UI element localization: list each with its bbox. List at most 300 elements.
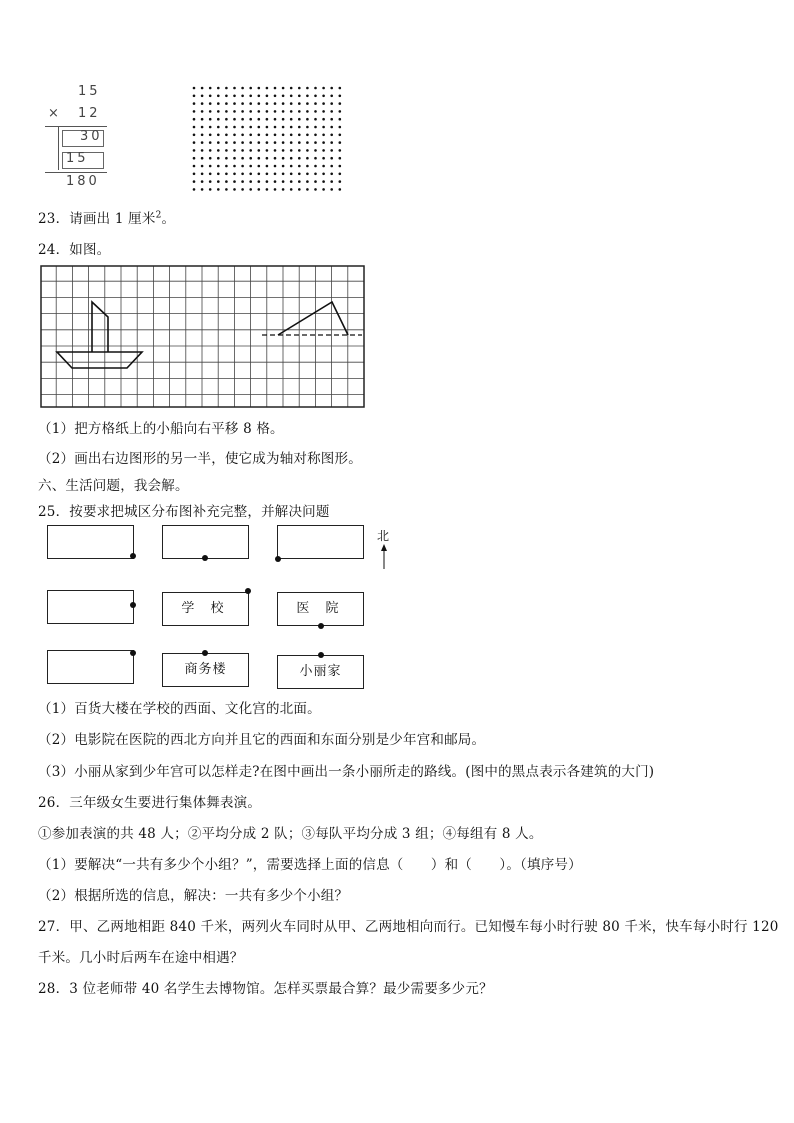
grid-dot	[266, 110, 269, 113]
grid-dot	[282, 180, 285, 183]
grid-dot	[193, 157, 196, 160]
grid-dot	[322, 134, 325, 137]
grid-dot	[241, 149, 244, 152]
grid-dot	[322, 188, 325, 191]
grid-dot	[233, 126, 236, 129]
grid-dot	[241, 157, 244, 160]
grid-dot	[298, 141, 301, 144]
square-grid-figure	[40, 265, 366, 409]
grid-dot	[266, 173, 269, 176]
gate-dot	[318, 623, 324, 629]
grid-dot	[225, 141, 228, 144]
grid-dot	[233, 87, 236, 90]
grid-dot	[249, 110, 252, 113]
grid-dot	[217, 118, 220, 121]
grid-dot	[314, 118, 317, 121]
grid-dot	[266, 141, 269, 144]
grid-dot	[258, 157, 261, 160]
grid-dot	[266, 188, 269, 191]
blank-building-2	[162, 525, 249, 559]
grid-dot	[209, 141, 212, 144]
grid-dot	[193, 126, 196, 129]
grid-dot	[339, 188, 342, 191]
grid-dot	[298, 95, 301, 98]
grid-dot	[290, 134, 293, 137]
grid-dot	[282, 126, 285, 129]
grid-dot	[225, 118, 228, 121]
question-26-info: ①参加表演的共 48 人；②平均分成 2 队；③每队平均分成 3 组；④每组有 8 人。	[38, 826, 543, 842]
grid-dot	[274, 149, 277, 152]
grid-dot	[330, 87, 333, 90]
grid-dot	[322, 102, 325, 105]
grid-dot	[322, 173, 325, 176]
grid-dot	[233, 141, 236, 144]
grid-dot	[290, 180, 293, 183]
grid-dot	[298, 110, 301, 113]
grid-dot	[298, 180, 301, 183]
grid-dot	[225, 188, 228, 191]
grid-dot	[274, 126, 277, 129]
grid-dot	[258, 102, 261, 105]
grid-dot	[201, 141, 204, 144]
grid-dot	[201, 173, 204, 176]
grid-dot	[209, 180, 212, 183]
grid-dot	[201, 110, 204, 113]
grid-dot	[306, 173, 309, 176]
grid-dot	[339, 165, 342, 168]
grid-dot	[201, 165, 204, 168]
grid-dot	[330, 102, 333, 105]
grid-dot	[339, 134, 342, 137]
rule-line	[45, 126, 107, 127]
grid-dot	[258, 180, 261, 183]
grid-dot	[241, 95, 244, 98]
gate-dot	[130, 650, 136, 656]
grid-dot	[225, 173, 228, 176]
grid-dot	[274, 173, 277, 176]
grid-dot	[225, 149, 228, 152]
boat-shape	[57, 302, 142, 368]
question-25-part-3: （3）小丽从家到少年宫可以怎样走?在图中画出一条小丽所走的路线。(图中的黑点表示各建筑的大门)	[38, 764, 655, 780]
grid-dot	[282, 141, 285, 144]
grid-dot	[249, 87, 252, 90]
grid-dot	[322, 157, 325, 160]
grid-dot	[209, 95, 212, 98]
grid-dot	[266, 157, 269, 160]
grid-dot	[314, 188, 317, 191]
grid-dot	[274, 165, 277, 168]
grid-dot	[339, 173, 342, 176]
grid-dot	[209, 165, 212, 168]
grid-dot	[209, 102, 212, 105]
grid-dot	[290, 95, 293, 98]
gate-dot	[318, 652, 324, 658]
grid-dot	[339, 141, 342, 144]
grid-dot	[201, 126, 204, 129]
grid-dot	[298, 157, 301, 160]
grid-dot	[217, 173, 220, 176]
grid-dot	[209, 149, 212, 152]
grid-dot	[193, 141, 196, 144]
grid-dot	[201, 134, 204, 137]
grid-dot	[274, 102, 277, 105]
grid-dot	[290, 141, 293, 144]
grid-dot	[217, 149, 220, 152]
grid-dot	[339, 110, 342, 113]
bracket-line	[58, 126, 59, 170]
grid-dot	[266, 87, 269, 90]
grid-dot	[298, 188, 301, 191]
grid-dot	[233, 110, 236, 113]
grid-dot	[193, 87, 196, 90]
grid-dot	[201, 87, 204, 90]
grid-dot	[314, 95, 317, 98]
grid-dot	[249, 126, 252, 129]
grid-dot	[225, 180, 228, 183]
grid-dot	[298, 134, 301, 137]
question-24-part-1: （1）把方格纸上的小船向右平移 8 格。	[38, 421, 284, 437]
grid-dot	[282, 110, 285, 113]
grid-dot	[290, 110, 293, 113]
grid-dot	[258, 173, 261, 176]
grid-dot	[217, 134, 220, 137]
grid-dot	[339, 180, 342, 183]
grid-dot	[298, 165, 301, 168]
grid-dot	[217, 165, 220, 168]
gate-dot	[202, 555, 208, 561]
multiply-sign: ×	[48, 106, 62, 121]
grid-dot	[298, 126, 301, 129]
grid-dot	[314, 134, 317, 137]
grid-dot	[266, 134, 269, 137]
grid-dot	[209, 173, 212, 176]
grid-dot	[225, 102, 228, 105]
grid-dot	[330, 157, 333, 160]
grid-dot	[322, 149, 325, 152]
grid-dot	[193, 180, 196, 183]
grid-dot	[217, 188, 220, 191]
grid-dot	[314, 165, 317, 168]
grid-dot	[241, 141, 244, 144]
grid-dot	[330, 118, 333, 121]
grid-dot	[339, 118, 342, 121]
grid-dot	[225, 110, 228, 113]
grid-dot	[233, 173, 236, 176]
grid-dot	[258, 110, 261, 113]
question-24-part-2: （2）画出右边图形的另一半，使它成为轴对称图形。	[38, 451, 362, 467]
grid-dot	[233, 149, 236, 152]
grid-dot	[306, 157, 309, 160]
grid-dot	[217, 110, 220, 113]
grid-dot	[233, 157, 236, 160]
grid-dot	[314, 157, 317, 160]
grid-dot	[322, 95, 325, 98]
grid-dot	[233, 118, 236, 121]
grid-dot	[314, 102, 317, 105]
grid-dot	[339, 102, 342, 105]
grid-dot	[290, 126, 293, 129]
section-6-heading: 六、生活问题，我会解。	[38, 478, 189, 494]
grid-dot	[241, 165, 244, 168]
grid-dot	[241, 134, 244, 137]
city-map	[40, 522, 395, 690]
grid-dot	[217, 180, 220, 183]
grid-dot	[339, 157, 342, 160]
grid-dot	[258, 118, 261, 121]
grid-dot	[330, 173, 333, 176]
q23-sup: 2	[155, 210, 162, 221]
grid-dot	[209, 118, 212, 121]
gate-dot	[275, 556, 281, 562]
grid-dot	[249, 165, 252, 168]
grid-dot	[306, 126, 309, 129]
grid-dot	[339, 149, 342, 152]
question-25-part-1: （1）百货大楼在学校的西面、文化宫的北面。	[38, 701, 321, 717]
grid-dot	[290, 165, 293, 168]
product-result: 180	[66, 174, 100, 189]
grid-dot	[290, 87, 293, 90]
grid-dot	[258, 165, 261, 168]
grid-dot	[249, 118, 252, 121]
grid-dot	[201, 149, 204, 152]
grid-dot	[314, 110, 317, 113]
grid-dot	[282, 102, 285, 105]
grid-dot	[249, 188, 252, 191]
grid-dot	[241, 110, 244, 113]
gate-dot	[130, 602, 136, 608]
grid-dot	[298, 173, 301, 176]
grid-dot	[274, 188, 277, 191]
grid-dot	[193, 149, 196, 152]
grid-dot	[258, 95, 261, 98]
grid-dot	[282, 149, 285, 152]
grid-dot	[306, 149, 309, 152]
grid-dot	[330, 149, 333, 152]
multiplication-vertical-form	[40, 84, 110, 194]
grid-dot	[290, 102, 293, 105]
grid-dot	[322, 110, 325, 113]
grid-dot	[266, 180, 269, 183]
grid-dot	[217, 95, 220, 98]
grid-dot	[306, 102, 309, 105]
grid-dot	[306, 110, 309, 113]
building-school: 学 校	[162, 592, 249, 626]
grid-dot	[282, 157, 285, 160]
grid-dot	[193, 134, 196, 137]
grid-dot	[274, 157, 277, 160]
operand-1: 15	[78, 84, 101, 99]
grid-dot	[217, 102, 220, 105]
grid-dot	[209, 134, 212, 137]
question-25-title: 25．按要求把城区分布图补充完整，并解决问题	[38, 504, 330, 520]
grid-dot	[330, 95, 333, 98]
grid-dot	[314, 126, 317, 129]
grid-dot	[290, 118, 293, 121]
grid-dot	[266, 102, 269, 105]
blank-building-3	[277, 525, 364, 559]
grid-dot	[225, 87, 228, 90]
gate-dot	[130, 553, 136, 559]
grid-dot	[225, 126, 228, 129]
grid-dot	[298, 87, 301, 90]
grid-dot	[314, 87, 317, 90]
grid-dot	[258, 188, 261, 191]
grid-dot	[266, 95, 269, 98]
grid-dot	[193, 110, 196, 113]
building-commerce: 商务楼	[162, 653, 249, 687]
grid-dot	[193, 102, 196, 105]
grid-dot	[193, 173, 196, 176]
question-26-part-2: （2）根据所选的信息，解决：一共有多少个小组？	[38, 888, 349, 904]
operand-2: 12	[78, 106, 101, 121]
grid-dot	[314, 141, 317, 144]
grid-dot	[249, 95, 252, 98]
gate-dot	[202, 650, 208, 656]
grid-dot	[282, 95, 285, 98]
grid-dot	[249, 180, 252, 183]
grid-dot	[274, 118, 277, 121]
grid-dot	[193, 165, 196, 168]
north-arrow-icon	[379, 544, 389, 570]
question-26-title: 26．三年级女生要进行集体舞表演。	[38, 795, 262, 811]
grid-dot	[274, 110, 277, 113]
grid-dot	[209, 87, 212, 90]
grid-dot	[290, 188, 293, 191]
grid-dot	[322, 118, 325, 121]
grid-dot	[249, 102, 252, 105]
grid-dot	[266, 126, 269, 129]
grid-dot	[282, 134, 285, 137]
grid-dot	[282, 118, 285, 121]
grid-dot	[249, 157, 252, 160]
grid-dot	[225, 157, 228, 160]
grid-dot	[314, 180, 317, 183]
grid-dot	[241, 173, 244, 176]
question-28: 28．3 位老师带 40 名学生去博物馆。怎样买票最合算？最少需要多少元？	[38, 981, 493, 997]
grid-dot	[306, 188, 309, 191]
grid-dot	[339, 126, 342, 129]
grid-dot	[201, 180, 204, 183]
grid-dot	[298, 118, 301, 121]
grid-dot	[274, 95, 277, 98]
grid-dot	[290, 149, 293, 152]
grid-dot	[330, 141, 333, 144]
grid-dot	[201, 157, 204, 160]
grid-dot	[225, 165, 228, 168]
grid-dot	[193, 188, 196, 191]
grid-dot	[339, 95, 342, 98]
grid-dot	[306, 87, 309, 90]
blank-building-5	[47, 650, 134, 684]
grid-dot	[306, 141, 309, 144]
grid-dot	[258, 141, 261, 144]
building-home: 小丽家	[277, 655, 364, 689]
grid-dot	[266, 149, 269, 152]
grid-dot	[298, 149, 301, 152]
grid-dot	[241, 102, 244, 105]
grid-dot	[209, 126, 212, 129]
question-26-part-1: （1）要解决“一共有多少个小组？”，需要选择上面的信息（ ）和（ ）。（填序号）	[38, 857, 582, 873]
grid-dot	[306, 165, 309, 168]
grid-dot	[241, 188, 244, 191]
grid-dot	[282, 165, 285, 168]
grid-dot	[306, 95, 309, 98]
grid-dot	[266, 165, 269, 168]
question-27-line-2: 千米。几小时后两车在途中相遇？	[38, 950, 244, 966]
grid-dot	[217, 126, 220, 129]
grid-dot	[209, 157, 212, 160]
grid-dot	[274, 141, 277, 144]
grid-dot	[330, 188, 333, 191]
grid-dot	[330, 165, 333, 168]
grid-dot	[209, 188, 212, 191]
grid-dot	[233, 188, 236, 191]
grid-dot	[322, 126, 325, 129]
grid-dot	[233, 165, 236, 168]
grid-dot	[258, 87, 261, 90]
grid-dot	[298, 102, 301, 105]
grid-dot	[330, 110, 333, 113]
grid-dot	[193, 95, 196, 98]
partial-product-1: 30	[80, 129, 103, 144]
grid-dot	[306, 118, 309, 121]
grid-dot	[282, 173, 285, 176]
grid-dot	[225, 95, 228, 98]
grid-dot	[322, 165, 325, 168]
grid-dot	[201, 102, 204, 105]
rule-line-2	[45, 172, 107, 173]
grid-dot	[274, 87, 277, 90]
grid-dot	[330, 134, 333, 137]
grid-dot	[290, 157, 293, 160]
grid-dot	[241, 118, 244, 121]
grid-dot	[274, 134, 277, 137]
grid-dot	[233, 95, 236, 98]
grid-dot	[266, 118, 269, 121]
grid-dot	[306, 134, 309, 137]
partial-product-2: 15	[66, 151, 89, 166]
grid-dot	[339, 87, 342, 90]
grid-dot	[249, 134, 252, 137]
grid-dot	[249, 141, 252, 144]
q23-end: 。	[161, 211, 176, 227]
q23-text: 23．请画出 1 厘米	[38, 211, 156, 227]
grid-dot	[225, 134, 228, 137]
grid-dot	[217, 87, 220, 90]
question-23	[38, 207, 175, 227]
gate-dot	[245, 588, 251, 594]
grid-dot	[274, 180, 277, 183]
grid-dot	[322, 180, 325, 183]
grid-dot	[241, 126, 244, 129]
grid-dot	[322, 141, 325, 144]
grid-dot	[282, 188, 285, 191]
grid-dot	[330, 180, 333, 183]
grid-dot	[233, 180, 236, 183]
dot-grid	[190, 84, 346, 194]
grid-dot	[233, 102, 236, 105]
grid-dot	[241, 180, 244, 183]
grid-dot	[217, 157, 220, 160]
grid-dot	[322, 87, 325, 90]
grid-dot	[193, 118, 196, 121]
grid-dot	[249, 149, 252, 152]
grid-dot	[209, 110, 212, 113]
question-25-part-2: （2）电影院在医院的西北方向并且它的西面和东面分别是少年宫和邮局。	[38, 732, 486, 748]
grid-dot	[249, 173, 252, 176]
grid-dot	[314, 149, 317, 152]
question-27-line-1: 27．甲、乙两地相距 840 千米，两列火车同时从甲、乙两地相向而行。已知慢车每小时行驶 80 千米，快车每小时行 120	[38, 919, 779, 935]
